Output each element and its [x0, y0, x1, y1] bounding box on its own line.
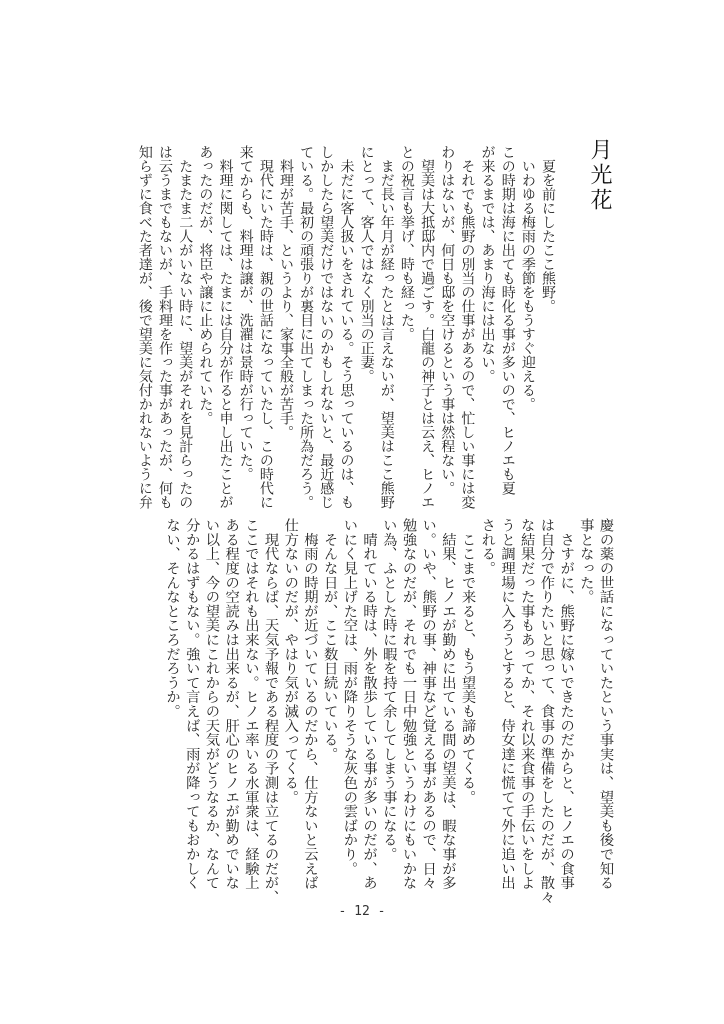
text-column: との祝言も挙げ、時も経った。 [398, 145, 415, 341]
text-column: い以上、今の望美にこれからの天気がどうなるか、なんて [203, 518, 220, 890]
text-column: それでも熊野の別当の仕事があるので、忙しい事には変 [459, 145, 476, 509]
text-column: ている。最初の頑張りが裏目に出てしまった所為だろう。 [298, 145, 315, 509]
text-column: 現代にいた時は、親の世話になっていたし、この時代に [257, 145, 274, 509]
text-column: 知らずに食べた者達が、後で望美に気付かれないように弁 [136, 145, 153, 509]
text-column: 料理に関しては、たまには自分が作ると申し出たことが [217, 145, 234, 509]
text-column: 分かるはずもない。強いて言えば、雨が降ってもおかしく [184, 518, 201, 890]
text-column: される。 [479, 518, 496, 576]
text-column: 未だに客人扱いをされている。そう思っているのは、も [338, 145, 355, 509]
text-column: ない、そんなところだろうか。 [164, 518, 181, 719]
text-column: ここではそれも出来ない。ヒノエ率いる水軍衆は、経験上 [243, 518, 260, 890]
text-column: しかしたら望美だけではないのかもしれないと、最近感じ [318, 145, 335, 509]
text-column: 事となった。 [578, 518, 595, 604]
text-column: 勉強なのだが、それでも一日中勉強というわけにもいかな [400, 518, 417, 890]
text-column: 慶の薬の世話になっていたという事実は、望美も後で知る [598, 518, 614, 890]
text-column: まだ長い年月が経ったとは言えないが、望美はここ熊野 [378, 145, 395, 509]
text-column: い。いや、熊野の事、神事など覚える事があるので、日々 [420, 518, 437, 890]
chapter-title: 月光花 [587, 138, 612, 213]
lower-text-block [162, 518, 615, 905]
text-column: 結果、ヒノエが勤めに出ている間の望美は、暇な事が多 [440, 518, 457, 890]
text-column: 晴れている時は、外を散歩している事が多いのだが、あ [361, 518, 378, 890]
text-column: 梅雨の時期が近づいているのだから、仕方ないと云えば [302, 518, 319, 890]
text-column: ここまで来ると、もう望美も諦めてくる。 [460, 518, 477, 804]
text-column: は云うまでもないが、手料理を作った事があったが、何も [157, 145, 174, 509]
text-column: さすがに、熊野に嫁いできたのだからと、ヒノエの食事 [558, 518, 575, 890]
text-column: 夏を前にしたここ熊野。 [540, 145, 556, 313]
text-column: いわゆる梅雨の季節をもうすぐ迎える。 [519, 145, 536, 411]
upper-text-block [135, 145, 558, 509]
text-column: い為、ふとした時に暇を持て余してしまう事になる。 [381, 518, 398, 862]
text-column: 仕方ないのだが、やはり気が滅入ってくる。 [282, 518, 299, 804]
text-column: 来てからも、料理は譲が、洗濯は景時が行っていた。 [237, 145, 254, 481]
text-column: ある程度の空読みは出来るが、肝心のヒノエが勤めでいな [223, 518, 240, 890]
text-column: うと調理場に入ろうとすると、侍女達に慌てて外に追い出 [499, 518, 516, 890]
text-column: 現代ならば、天気予報である程度の予測は立てるのだが、 [263, 518, 280, 905]
text-column: あったのだが、将臣や譲に止められていた。 [197, 145, 214, 425]
text-column: いにく見上げた空は、雨が降りそうな灰色の雲ばかり。 [341, 518, 358, 876]
text-column: たまたま二人がいない時に、望美がそれを見計らったの [177, 145, 194, 509]
text-column: な結果だった事もあってか、それ以来食事の手伝いをしよ [519, 518, 536, 890]
text-column: 料理が苦手、というより、家事全般が苦手。 [277, 145, 294, 439]
page-number: - 12 - [338, 904, 386, 919]
text-column: そんな日が、ここ数日続いている。 [322, 518, 339, 762]
text-column: にとって、客人ではなく別当の正妻。 [358, 145, 375, 383]
text-column: が来るまでは、あまり海には出ない。 [479, 145, 496, 383]
text-column: 望美は大抵邸内で過ごす。白龍の神子とは云え、ヒノエ [419, 145, 436, 509]
text-column: は自分で作りたいと思って、食事の準備をしたのだが、散々 [538, 518, 555, 905]
text-column: わりはないが、何日も邸を空けるという事は然程ない。 [439, 145, 456, 495]
text-column: この時期は海に出ても時化る事が多いので、ヒノエも夏 [499, 145, 516, 495]
